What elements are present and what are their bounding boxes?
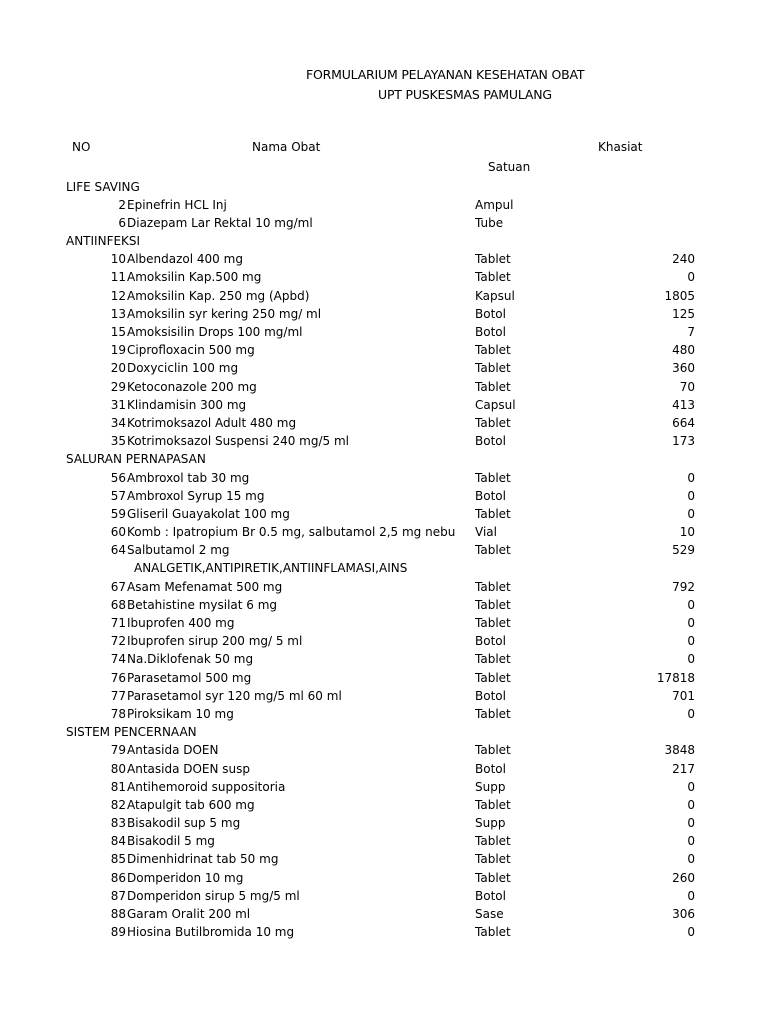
table-row [0,578,768,596]
table-row [0,541,768,559]
quantity: 17818 [656,670,695,685]
table-row [0,250,768,268]
category-label: SISTEM PENCERNAAN [66,725,197,740]
category-row [0,450,768,468]
table-row [0,323,768,341]
row-number: 86 [110,870,126,885]
drug-name: Ibuprofen sirup 200 mg/ 5 ml [127,634,303,649]
row-number: 84 [110,834,126,849]
unit: Tablet [475,670,511,685]
row-number: 78 [110,706,126,721]
table-row [0,196,768,214]
row-number: 56 [110,470,126,485]
quantity: 125 [672,306,695,321]
unit: Tablet [475,379,511,394]
unit: Tablet [475,852,511,867]
table-row [0,887,768,905]
quantity: 0 [687,797,695,812]
document-subtitle: UPT PUSKESMAS PAMULANG [378,87,552,102]
drug-name: Diazepam Lar Rektal 10 mg/ml [127,215,313,230]
table-row [0,832,768,850]
quantity: 701 [672,688,695,703]
quantity: 173 [672,434,695,449]
unit: Ampul [475,197,514,212]
drug-name: Komb : Ipatropium Br 0.5 mg, salbutamol 2,5 mg nebu [127,525,456,540]
table-row [0,905,768,923]
unit: Supp [475,816,506,831]
table-row [0,850,768,868]
unit: Tablet [475,506,511,521]
unit: Botol [475,306,506,321]
row-number: 57 [110,488,126,503]
unit: Tablet [475,343,511,358]
quantity: 0 [687,270,695,285]
row-number: 20 [110,361,126,376]
drug-name: Ambroxol tab 30 mg [127,470,250,485]
drug-name: Garam Oralit 200 ml [127,907,251,921]
table-row [0,378,768,396]
drug-name: Parasetamol syr 120 mg/5 ml 60 ml [127,688,342,703]
row-number: 15 [110,325,126,339]
quantity: 792 [672,579,695,594]
row-number: 72 [110,634,126,649]
quantity: 240 [672,252,695,267]
row-number: 83 [110,816,126,831]
quantity: 0 [687,834,695,849]
table-row [0,596,768,614]
unit: Tablet [475,579,511,594]
table-row [0,869,768,887]
row-number: 60 [110,525,126,540]
unit: Tablet [475,270,511,285]
category-row [0,559,768,577]
quantity: 529 [672,543,695,558]
column-header-nama-obat: Nama Obat [252,140,321,154]
row-number: 77 [110,688,126,703]
quantity: 7 [687,325,695,339]
quantity: 0 [687,470,695,485]
category-row [0,232,768,250]
unit: Tube [475,215,504,230]
table-row [0,359,768,377]
row-number: 13 [110,306,126,321]
drug-name: Domperidon sirup 5 mg/5 ml [127,888,300,903]
quantity: 217 [672,761,695,776]
quantity: 3848 [664,743,695,758]
row-number: 74 [110,652,126,667]
table-row [0,268,768,286]
drug-name: Bisakodil sup 5 mg [127,816,241,831]
quantity: 0 [687,616,695,630]
row-number: 81 [110,779,126,794]
table-row [0,523,768,541]
unit: Kapsul [475,288,515,303]
drug-name: Amoksilin syr kering 250 mg/ ml [127,306,322,321]
unit: Tablet [475,543,511,558]
unit: Botol [475,761,506,776]
unit: Sase [475,907,504,921]
drug-name: Betahistine mysilat 6 mg [127,597,278,612]
table-row [0,305,768,323]
table-row [0,487,768,505]
unit: Vial [475,525,497,540]
row-number: 10 [110,252,126,267]
table-row [0,687,768,705]
quantity: 306 [672,907,695,921]
drug-table [0,178,768,942]
row-number: 71 [110,616,126,630]
table-row [0,778,768,796]
row-number: 31 [110,397,126,412]
category-label: LIFE SAVING [66,179,140,194]
table-row [0,814,768,832]
row-number: 85 [110,852,126,867]
row-number: 19 [110,343,126,358]
quantity: 0 [687,597,695,612]
table-row [0,741,768,759]
row-number: 29 [110,379,126,394]
unit: Botol [475,888,506,903]
drug-name: Klindamisin 300 mg [127,397,247,412]
row-number: 82 [110,797,126,812]
drug-name: Albendazol 400 mg [127,252,243,267]
drug-name: Ambroxol Syrup 15 mg [127,488,265,503]
drug-name: Parasetamol 500 mg [127,670,252,685]
drug-name: Antasida DOEN [127,743,219,758]
unit: Tablet [475,470,511,485]
drug-name: Amoksilin Kap.500 mg [127,270,262,285]
row-number: 11 [110,270,126,285]
drug-name: Antihemoroid suppositoria [127,779,286,794]
drug-name: Domperidon 10 mg [127,870,244,885]
category-label: ANTIINFEKSI [66,234,141,249]
table-row [0,796,768,814]
unit: Tablet [475,706,511,721]
unit: Tablet [475,652,511,667]
unit: Tablet [475,870,511,885]
table-row [0,432,768,450]
unit: Botol [475,488,506,503]
quantity: 0 [687,816,695,831]
unit: Botol [475,634,506,649]
drug-name: Asam Mefenamat 500 mg [127,579,283,594]
category-row [0,178,768,196]
drug-name: Epinefrin HCL Inj [127,197,227,212]
quantity: 70 [679,379,695,394]
row-number: 87 [110,888,126,903]
unit: Botol [475,325,506,339]
drug-name: Hiosina Butilbromida 10 mg [127,925,295,940]
unit: Tablet [475,415,511,430]
drug-name: Ketoconazole 200 mg [127,379,257,394]
row-number: 6 [118,215,126,230]
row-number: 2 [118,197,126,212]
table-row [0,341,768,359]
drug-name: Kotrimoksazol Suspensi 240 mg/5 ml [127,434,349,449]
table-row [0,923,768,941]
table-row [0,705,768,723]
table-row [0,396,768,414]
row-number: 35 [110,434,126,449]
document-title: FORMULARIUM PELAYANAN KESEHATAN OBAT [306,67,585,82]
table-row [0,650,768,668]
drug-name: Antasida DOEN susp [127,761,251,776]
category-label: SALURAN PERNAPASAN [66,452,206,467]
drug-name: Piroksikam 10 mg [127,706,234,721]
table-row [0,632,768,650]
unit: Tablet [475,361,511,376]
row-number: 79 [110,743,126,758]
drug-name: Atapulgit tab 600 mg [127,797,255,812]
table-row [0,760,768,778]
unit: Tablet [475,597,511,612]
drug-name: Salbutamol 2 mg [127,543,230,558]
drug-name: Kotrimoksazol Adult 480 mg [127,415,297,430]
quantity: 0 [687,706,695,721]
quantity: 0 [687,634,695,649]
drug-name: Ciprofloxacin 500 mg [127,343,255,358]
row-number: 59 [110,506,126,521]
unit: Tablet [475,616,511,630]
quantity: 0 [687,779,695,794]
quantity: 0 [687,652,695,667]
unit: Tablet [475,925,511,940]
quantity: 0 [687,852,695,867]
unit: Supp [475,779,506,794]
quantity: 10 [679,525,695,540]
table-row [0,505,768,523]
quantity: 0 [687,888,695,903]
unit: Capsul [475,397,516,412]
drug-name: Amoksisilin Drops 100 mg/ml [127,325,303,339]
drug-name: Dimenhidrinat tab 50 mg [127,852,279,867]
drug-name: Gliseril Guayakolat 100 mg [127,506,290,521]
row-number: 64 [110,543,126,558]
table-row [0,469,768,487]
unit: Tablet [475,797,511,812]
unit: Tablet [475,252,511,267]
row-number: 80 [110,761,126,776]
row-number: 76 [110,670,126,685]
row-number: 68 [110,597,126,612]
unit: Tablet [475,834,511,849]
unit: Tablet [475,743,511,758]
quantity: 360 [672,361,695,376]
table-row [0,414,768,432]
quantity: 664 [672,415,695,430]
drug-name: Doxyciclin 100 mg [127,361,239,376]
table-row [0,287,768,305]
quantity: 0 [687,506,695,521]
table-row [0,214,768,232]
quantity: 260 [672,870,695,885]
category-label: ANALGETIK,ANTIPIRETIK,ANTIINFLAMASI,AINS [134,561,408,576]
table-row [0,614,768,632]
quantity: 413 [672,397,695,412]
table-row [0,669,768,687]
column-header-khasiat: Khasiat [598,140,643,154]
drug-name: Na.Diklofenak 50 mg [127,652,254,667]
quantity: 0 [687,488,695,503]
drug-name: Bisakodil 5 mg [127,834,215,849]
row-number: 88 [110,907,126,921]
row-number: 89 [110,925,126,940]
drug-name: Amoksilin Kap. 250 mg (Apbd) [127,288,310,303]
quantity: 0 [687,925,695,940]
quantity: 1805 [664,288,695,303]
category-row [0,723,768,741]
row-number: 67 [110,579,126,594]
column-header-satuan: Satuan [488,160,531,174]
unit: Botol [475,434,506,449]
unit: Botol [475,688,506,703]
quantity: 480 [672,343,695,358]
column-header-no: NO [72,140,91,154]
drug-name: Ibuprofen 400 mg [127,616,235,630]
row-number: 34 [110,415,126,430]
row-number: 12 [110,288,126,303]
